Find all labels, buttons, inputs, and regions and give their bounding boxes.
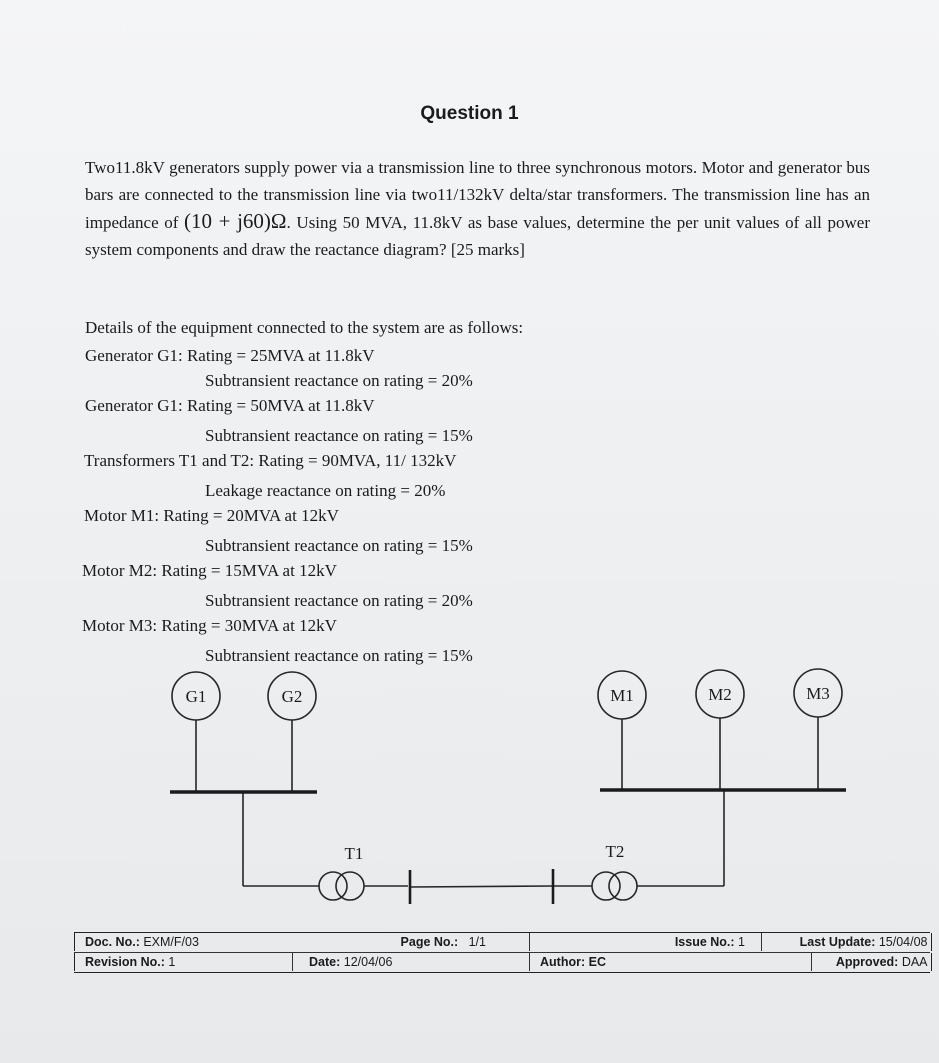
detail-line: Subtransient reactance on rating = 15% <box>205 536 473 555</box>
last-update-cell <box>761 933 932 951</box>
issue-no-cell <box>529 933 762 951</box>
label-t1: T1 <box>344 844 364 863</box>
impedance-value: (10 + j60)Ω <box>184 209 287 233</box>
page-no-label: Page No.: <box>400 935 459 949</box>
last-update-label: Last Update: <box>799 935 876 949</box>
label-g1: G1 <box>185 687 207 706</box>
transformer-t1-winding-2 <box>336 872 364 900</box>
question-title: Question 1 <box>420 103 519 124</box>
approved-label: Approved: <box>835 955 899 969</box>
issue-no-value: 1 <box>738 935 745 949</box>
detail-line: Subtransient reactance on rating = 15% <box>205 646 473 665</box>
transmission-line <box>410 886 552 887</box>
document-footer <box>74 932 930 973</box>
transformer-t1-winding-1 <box>319 872 347 900</box>
label-m3: M3 <box>806 684 830 703</box>
author-value: EC <box>588 955 606 969</box>
detail-line: Subtransient reactance on rating = 20% <box>205 591 473 610</box>
transformer-t2-winding-1 <box>592 872 620 900</box>
revision-no-value: 1 <box>168 955 176 969</box>
revision-no-cell <box>74 953 293 971</box>
detail-line: Generator G1: Rating = 25MVA at 11.8kV <box>85 346 375 365</box>
date-label: Date: <box>309 955 341 969</box>
detail-line: Leakage reactance on rating = 20% <box>205 481 446 500</box>
paragraph-part1: Two11.8kV generators supply power via a transmission line to three synchronous motors. Motor and generator bus bars are connected to the transmission line via two11/132kV delta/star transformers. The transmission line has an impedance of <box>85 158 870 232</box>
label-g2: G2 <box>281 687 303 706</box>
doc-no-value: EXM/F/03 <box>143 935 199 949</box>
last-update-value: 15/04/08 <box>878 935 928 949</box>
detail-line: Motor M2: Rating = 15MVA at 12kV <box>82 561 337 580</box>
paragraph-part2: . Using 50 MVA, 11.8kV as base values, determine the per unit values of all power system components and draw the reactance diagram? [25 marks] <box>85 213 870 259</box>
revision-no-label: Revision No.: <box>85 955 165 969</box>
details-intro: Details of the equipment connected to the system are as follows: <box>85 318 524 337</box>
detail-line: Subtransient reactance on rating = 15% <box>205 426 473 445</box>
transformer-t2-winding-2 <box>609 872 637 900</box>
label-m2: M2 <box>708 685 732 704</box>
author-label: Author: <box>540 955 586 969</box>
author-cell <box>529 953 812 971</box>
detail-line: Motor M1: Rating = 20MVA at 12kV <box>84 506 339 525</box>
label-m1: M1 <box>610 686 634 705</box>
detail-line: Generator G1: Rating = 50MVA at 11.8kV <box>85 396 375 415</box>
footer-row-2 <box>74 953 930 973</box>
date-cell <box>292 953 530 971</box>
issue-no-label: Issue No.: <box>674 935 735 949</box>
doc-no-label: Doc. No.: <box>85 935 140 949</box>
page-no-value: 1/1 <box>468 935 486 949</box>
date-value: 12/04/06 <box>343 955 393 969</box>
approved-value: DAA <box>901 955 928 969</box>
detail-line: Transformers T1 and T2: Rating = 90MVA, 11/ 132kV <box>84 451 457 470</box>
label-t2: T2 <box>605 842 625 861</box>
footer-row-1 <box>74 932 930 953</box>
doc-no-cell <box>74 933 293 951</box>
page-no-cell <box>292 933 510 951</box>
detail-line: Subtransient reactance on rating = 20% <box>205 371 473 390</box>
approved-cell <box>811 953 932 971</box>
detail-line: Motor M3: Rating = 30MVA at 12kV <box>82 616 337 635</box>
